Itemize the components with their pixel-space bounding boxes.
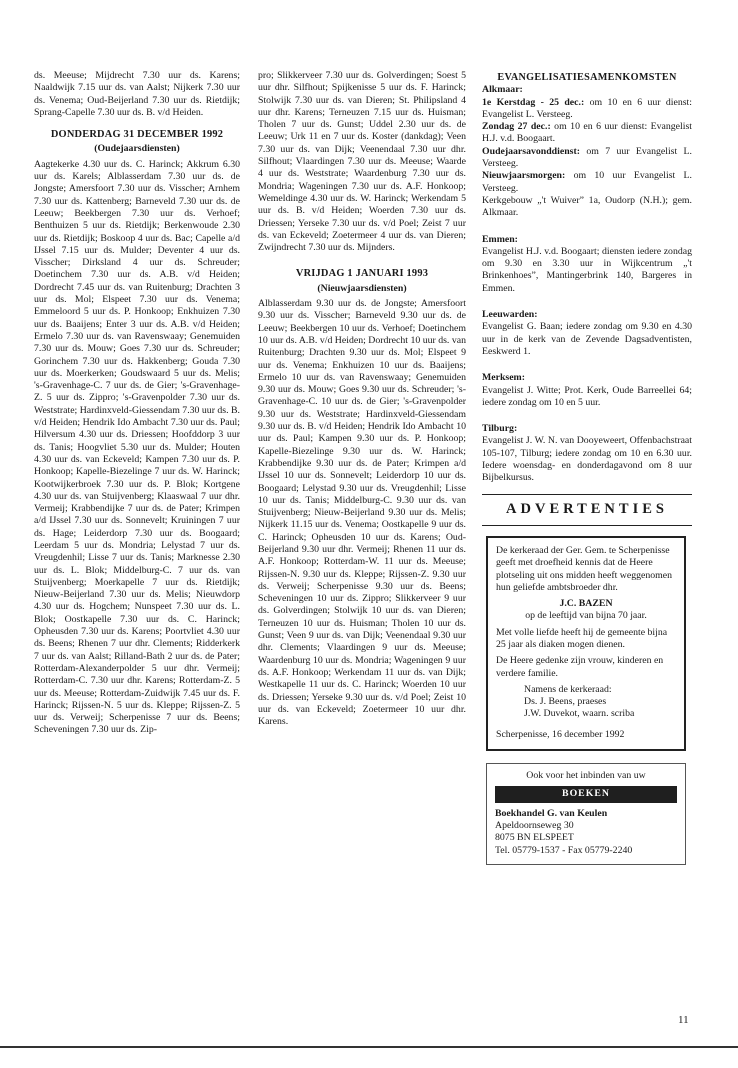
column-right <box>482 72 692 865</box>
place-emmen: Emmen: <box>482 233 518 245</box>
divider <box>482 494 692 495</box>
col2-services: Alblasserdam 9.30 uur ds. de Jongste; Amersfoort 9.30 uur ds. Visscher; Barneveld 9.30 uur ds. de Leeuw; Beekbergen 10 uur ds. Verhoef; Doetinchem 10 uur ds. A.B. v/d Heiden; Dordrecht 10 uur ds. van Ruitenburg; Drachten 9.30 uur ds. Mol; Elspeet 9 uur ds. Venema; Enkhuizen 10 uur ds. Baaijens; Ermelo 10 uur ds. van Ravenswaay; Genemuiden 9.30 uur ds. Mouw; Goes 9.30 uur ds. Schreuder; 's-Gravenhage-C. 10 uur ds. de Gier; 's-Gravenpolder 9.30 uur ds. Weststrate; Hardinxveld-Giessendam 9.30 uur ds. B. v/d Heiden; Hendrik Ido Ambacht 10 uur ds. Paul; Kampen 9.30 uur ds. P. Honkoop; Kapelle-Biezelinge 9.30 uur ds. W. Harinck; Krabbendijke 9.30 uur ds. de Pater; Krimpen a/d IJssel 10 uur ds. Sonnevelt; Leiderdorp 10 uur ds. Boogaard; Lelystad 9.30 uur ds. Vreugdenhil; Lisse 10 uur ds. Tanis; Middelburg-C. 9.30 uur ds. van Stuijvenberg; Nieuw-Beijerland 9.30 uur ds. Melis; Nijkerk 11.15 uur ds. Venema; Oostkapelle 9 uur ds. C. Harinck; Opheusden 10 uur ds. Karens; Oud-Beijerland 9.30 uur dhr. Vermeij; Rhenen 11 uur ds. A.F. Honkoop; Rotterdam-W. 11 uur ds. Meeuse; Rijssen-N. 9.30 uur ds. Kleppe; Rijssen-Z. 9.30 uur ds. Verweij; Scherpenisse 9.30 uur ds. Beens; Scheveningen 10 uur ds. Zippro; Slikkerveer 9 uur ds. Golverdingen; Stolwijk 10 uur ds. van Dieren; Terneuzen 10 uur ds. Huisman; Tholen 10 uur ds. Gunst; Veen 9 uur ds. van Dijk; Veenendaal 9.30 uur dhr. Clements; Vlaardingen 9 uur ds. Meeuse; Waardenburg 10 uur ds. Mondria; Wageningen 9 uur ds. A.F. Honkoop; Werkendam 11 uur ds. van Dijk; Westkapelle 11 uur ds. C. Harinck; Woerden 10 uur ds. Driessen; Yerseke 9.30 uur ds. v/d Poel; Zeist 10 uur ds. van Eckeveld; Zoetermeer 10 uur dhr. Karens. <box>258 298 466 728</box>
heading-vrijdag: VRIJDAG 1 JANUARI 1993 <box>295 268 429 280</box>
bookshop-city: 8075 BN ELSPEET <box>495 832 574 844</box>
column-left <box>34 70 240 737</box>
notice-intro: De kerkeraad der Ger. Gem. te Scherpenisse geeft met droefheid kennis dat de Heere plotseling uit ons midden heeft weggenomen hun geliefde ambtsbroeder dhr. <box>496 544 673 593</box>
col2-intro: pro; Slikkerveer 7.30 uur ds. Golverdingen; Soest 5 uur dhr. Silfhout; Spijkenisse 5 uur ds. F. Harinck; Stolwijk 7.30 uur ds. van Dieren; St. Philipsland 4 uur dhr. Karens; Terneuzen 7.15 uur ds. Huisman; Tholen 7 uur ds. Gunst; Uddel 2.30 uur ds. de Leeuw; Urk 11 en 7 uur ds. Koster (dankdag); Veen 7.30 uur ds. van Dijk; Veenendaal 7.30 uur dhr. Silfhout; Vlaardingen 7.30 uur ds. Meeuse; Waarde 4 uur ds. Weststrate; Waardenburg 7.30 uur ds. Mondria; Wageningen 7.30 uur ds. A.F. Honkoop; Wemeldinge 4.30 uur ds. W. Harinck; Werkendam 5 uur ds. B. v/d Heiden; Woerden 7.30 uur ds. Driessen; Yerseke 7.30 uur ds. v/d Poel; Zeist 7 uur ds. van Eckeveld; Zoetermeer 4 uur ds. van Dieren; Zwijndrecht 7.30 uur ds. Mijnders. <box>258 70 466 254</box>
page-number: 11 <box>678 1014 689 1026</box>
alkmaar-zondag: Zondag 27 dec.: om 10 en 6 uur dienst: Evangelist H.J. v.d. Boogaart. <box>482 121 692 145</box>
notice-on-behalf: Namens de kerkeraad: <box>524 683 612 695</box>
heading-donderdag: DONDERDAG 31 DECEMBER 1992 <box>50 129 224 141</box>
leeuwarden-text: Evangelist G. Baan; iedere zondag om 9.30 en 4.30 uur in de kerk van de Zevende Dagsadventisten, Eeskwerd 1. <box>482 321 692 357</box>
merksem-text: Evangelist J. Witte; Prot. Kerk, Oude Barreellei 64; iedere zondag om 10 en 5 uur. <box>482 384 692 408</box>
notice-signer-2: J.W. Duvekot, waarn. scriba <box>524 708 635 720</box>
notice-service: Met volle liefde heeft hij de gemeente bijna 25 jaar als diaken mogen dienen. <box>496 626 668 650</box>
alkmaar-oudejaar: Oudejaarsavonddienst: om 7 uur Evangelist L. Versteeg. <box>482 145 692 170</box>
alkmaar-kerst: 1e Kerstdag - 25 dec.: om 10 en 6 uur dienst: Evangelist L. Versteeg. <box>482 96 692 120</box>
place-alkmaar: Alkmaar: <box>482 84 523 96</box>
subheading-nieuwjaarsdiensten: (Nieuwjaarsdiensten) <box>317 282 407 294</box>
column-middle <box>258 70 466 728</box>
bookshop-intro: Ook voor het inbinden van uw <box>526 770 646 782</box>
divider <box>482 525 692 526</box>
tilburg-text: Evangelist J. W. N. van Dooyeweert, Offenbachstraat 105-107, Tilburg; iedere zondag om 10 en 6.30 uur. Iedere woensdag- en donderdagavond om 8 uur Bijbelkursus. <box>482 435 692 484</box>
heading-evangelisatie: EVANGELISATIESAMENKOMSTEN <box>497 72 677 83</box>
col1-services: Aagtekerke 4.30 uur ds. C. Harinck; Akkrum 6.30 uur ds. Karels; Alblasserdam 7.30 uur ds. de Jongste; Amersfoort 7.30 uur ds. Visscher; Arnhem 7.30 uur ds. Kattenberg; Barneveld 7.30 uur ds. de Leeuw; Beekbergen 7.30 uur ds. Verhoef; Benthuizen 5 uur ds. Rietdijk; Berkenwoude 2.30 uur ds. Rietdijk; Boskoop 4 uur ds. Bac; Capelle a/d IJssel 7.15 uur ds. Mulder; Deventer 4 uur ds. Visscher; Dirksland 4 uur ds. Schreuder; Doetinchem 7.30 uur ds. A.B. v/d Heiden; Dordrecht 7.45 uur ds. van Ruitenburg; Drachten 3 uur ds. Mol; Elspeet 7.30 uur ds. Venema; Emmeloord 5 uur ds. P. Honkoop; Enkhuizen 7.30 uur ds. Baaijens; Enter 3 uur ds. A.B. v/d Heiden; Ermelo 7.30 uur ds. van Ravenswaay; Genemuiden 7.30 uur ds. Mouw; Goes 7.30 uur ds. Schreuder; Gorinchem 7.30 uur ds. Hakkenberg; Gouda 7.30 uur ds. Moerkerken; Goudswaard 5 uur ds. Melis; 's-Gravenhage-C. 7 uur ds. de Gier; 's-Gravenhage-Z. 5 uur ds. Zippro; 's-Gravenpolder 7.30 uur ds. Weststrate; Hardinxveld-Giessendam 7.30 uur ds. B. v/d Heiden; Hendrik Ido Ambacht 7.30 uur ds. Paul; Hilversum 4.30 uur ds. Driessen; Hoofddorp 3 uur ds. Tanis; Hoogvliet 5.30 uur ds. Mulder; Houten 4.30 uur ds. van Eckeveld; Kampen 7.30 uur ds. P. Honkoop; Kapelle-Biezelinge 7 uur ds. W. Harinck; Kootwijkerbroek 7.30 uur ds. P. Blok; Kortgene 4.30 uur ds. van Stuijvenberg; Klaaswaal 7 uur dhr. Vermeij; Krabbendijke 7 uur ds. de Pater; Krimpen a/d IJssel 7.30 uur ds. Sonnevelt; Kruiningen 7 uur ds. Hage; Leiderdorp 7.30 uur ds. Boogaard; Leerdam 5 uur ds. Mondria; Lelystad 7 uur ds. Vreugdenhil; Lisse 7 uur ds. Tanis; Marknesse 2.30 uur ds. L. Blok; Middelburg-C. 7 uur ds. van Stuijvenberg; Moerkapelle 7 uur ds. Rietdijk; Nieuw-Beijerland 7.30 uur ds. Melis; Nieuwdorp 4.30 uur ds. Hogchem; Nunspeet 7.30 uur ds. L. Blok; Oostkapelle 7.30 uur ds. C. Harinck; Opheusden 7.30 uur ds. Karens; Poortvliet 4.30 uur ds. Beens; Rhenen 7 uur dhr. Clements; Ridderkerk 7 uur ds. van Aalst; Rilland-Bath 2 uur ds. de Pater; Rotterdam-Alexanderpolder 5 uur dhr. Vermeij; Rotterdam-C. 7.30 uur dhr. Karens; Rotterdam-Z. 5 uur ds. Meeuse; Rotterdam-Zuidwijk 7.45 uur ds. F. Harinck; Rijssen-N. 5 uur ds. Kleppe; Rijssen-Z. 5 uur ds. Verweij; Scherpenisse 7 uur ds. Beens; Scheveningen 7.30 uur ds. Zip- <box>34 158 240 736</box>
notice-signer-1: Ds. J. Beens, praeses <box>524 696 607 708</box>
bookshop-street: Apeldoornseweg 30 <box>495 819 574 831</box>
place-merksem: Merksem: <box>482 372 525 384</box>
alkmaar-nieuwjaar: Nieuwjaarsmorgen: om 10 uur Evangelist L. Versteeg. <box>482 170 692 194</box>
notice-family: De Heere gedenke zijn vrouw, kinderen en verdere familie. <box>496 655 664 679</box>
bookshop-bar: BOEKEN <box>495 786 677 802</box>
col1-intro: ds. Meeuse; Mijdrecht 7.30 uur ds. Karens; Naaldwijk 7.15 uur ds. van Aalst; Nijkerk 7.30 uur ds. Venema; Oud-Beijerland 7.30 uur ds. Rietdijk; Sprang-Capelle 7.30 uur ds. B. v/d Heiden. <box>34 70 240 118</box>
bookshop-phone: Tel. 05779-1537 - Fax 05779-2240 <box>495 844 633 856</box>
notice-name: J.C. BAZEN <box>559 598 613 610</box>
emmen-text: Evangelist H.J. v.d. Boogaart; diensten iedere zondag om 9.30 en 3.30 uur in Wijkcentrum „'t Brinkenhoes”, Mantingerbrink 140, Bargeres in Emmen. <box>482 245 692 294</box>
notice-date: Scherpenisse, 16 december 1992 <box>496 728 625 740</box>
place-leeuwarden: Leeuwarden: <box>482 309 538 321</box>
bookshop-name: Boekhandel G. van Keulen <box>495 807 608 819</box>
bottom-rule <box>0 1046 738 1048</box>
advertenties-title: ADVERTENTIES <box>506 500 668 517</box>
subheading-oudejaarsdiensten: (Oudejaarsdiensten) <box>94 143 180 155</box>
place-tilburg: Tilburg: <box>482 423 518 435</box>
bookshop-ad <box>486 763 686 865</box>
death-notice <box>486 536 686 751</box>
notice-age: op de leeftijd van bijna 70 jaar. <box>525 610 647 622</box>
alkmaar-location: Kerkgebouw „'t Wuiver” 1a, Oudorp (N.H.); gem. Alkmaar. <box>482 194 692 219</box>
